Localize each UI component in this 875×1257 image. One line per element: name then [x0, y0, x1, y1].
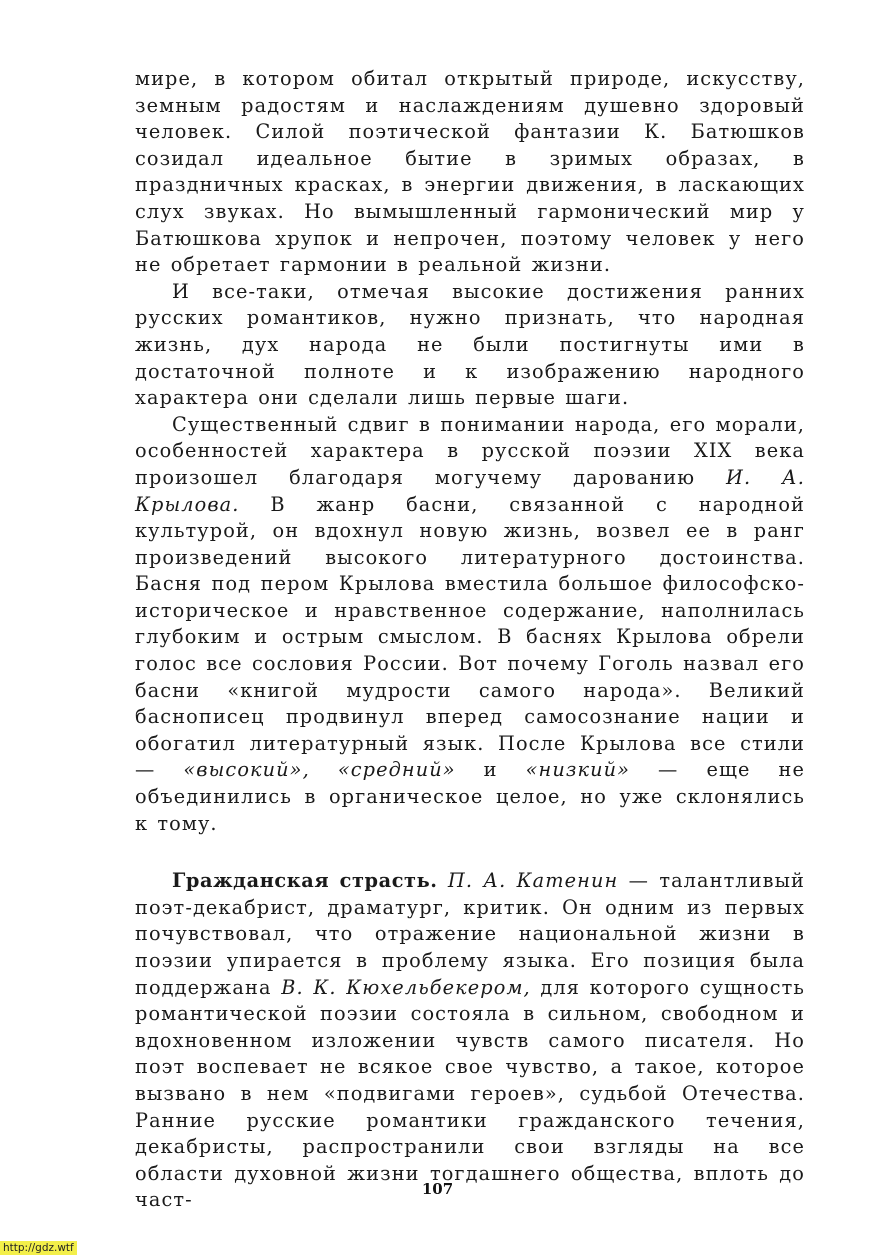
paragraph-4-text-cont: для которого сущность романтической поэзии состояла в сильном, свободном и вдохновенном изложении чувств самого писателя. Но поэт воспевает не всякое свое чувство, а такое, которое вызвано в нем «подвигами героев», судьбой Отечества. Ранние русские романтики гражданского течения, декабристы, распространили свои взгляды на все области духовной жизни тогдашнего общества, вплоть до част- [135, 975, 805, 1212]
paragraph-3 [135, 412, 805, 838]
watermark-link[interactable]: http://gdz.wtf [0, 1241, 77, 1255]
author-name-krylov: И. А. Крылова. [135, 465, 805, 516]
paragraph-2-text: И все-таки, отмечая высокие достижения ранних русских романтиков, нужно признать, что народная жизнь, дух народа не были постигнуты ими в достаточной полноте и к изображению народного характера они сделали лишь первые шаги. [135, 279, 805, 410]
paragraph-4 [135, 868, 805, 1214]
style-term-low: «низкий» [525, 758, 631, 782]
section-heading: Гражданская страсть. [172, 869, 438, 893]
page-number: 107 [421, 1180, 454, 1198]
heading-space [438, 869, 448, 892]
paragraph-1 [135, 66, 805, 279]
style-terms-high-middle: «высокий», «средний» [183, 758, 456, 782]
paragraph-2 [135, 279, 805, 412]
author-name-katenin: П. А. Катенин [447, 869, 619, 893]
paragraph-3-text-cont: В жанр басни, связанной с народной культурой, он вдохнул новую жизнь, возвел ее в ранг произведений высокого литературного достоинства. Басня под пером Крылова вместила большое философско-историческое и нравственное содержание, наполнилась глубоким и острым смыслом. В баснях Крылова обрели голос все сословия России. Вот почему Гоголь назвал его басни «книгой мудрости самого народа». Великий баснописец продвинул вперед самосознание нации и обогатил литературный язык. После Крылова все стили — [135, 492, 805, 782]
paragraph-4-text: — талантливый поэт-декабрист, драматург, критик. Он одним из первых почувствовал, что отражение национальной жизни в поэзии упирается в проблему языка. Его позиция была поддержана [135, 869, 805, 999]
paragraph-3-text-end: — еще не объединились в органическое целое, но уже склонялись к тому. [135, 758, 805, 835]
paragraph-1-text: мире, в котором обитал открытый природе, искусству, земным радостям и наслаждениям душевно здоровый человек. Силой поэтической фантазии К. Батюшков созидал идеальное бытие в зримых образах, в праздничных красках, в энергии движения, в ласкающих слух звуках. Но вымышленный гармонический мир у Батюшкова хрупок и непрочен, поэтому человек у него не обретает гармонии в реальной жизни. [135, 67, 805, 277]
paragraph-3-text: Существенный сдвиг в понимании народа, его морали, особенностей характера в русской поэзии XIX века произошел благодаря могучему дарованию [135, 412, 805, 489]
page-body [135, 66, 805, 1214]
conjunction-and: и [455, 758, 526, 782]
author-name-kuchelbecker: В. К. Кюхельбекером, [281, 975, 531, 999]
